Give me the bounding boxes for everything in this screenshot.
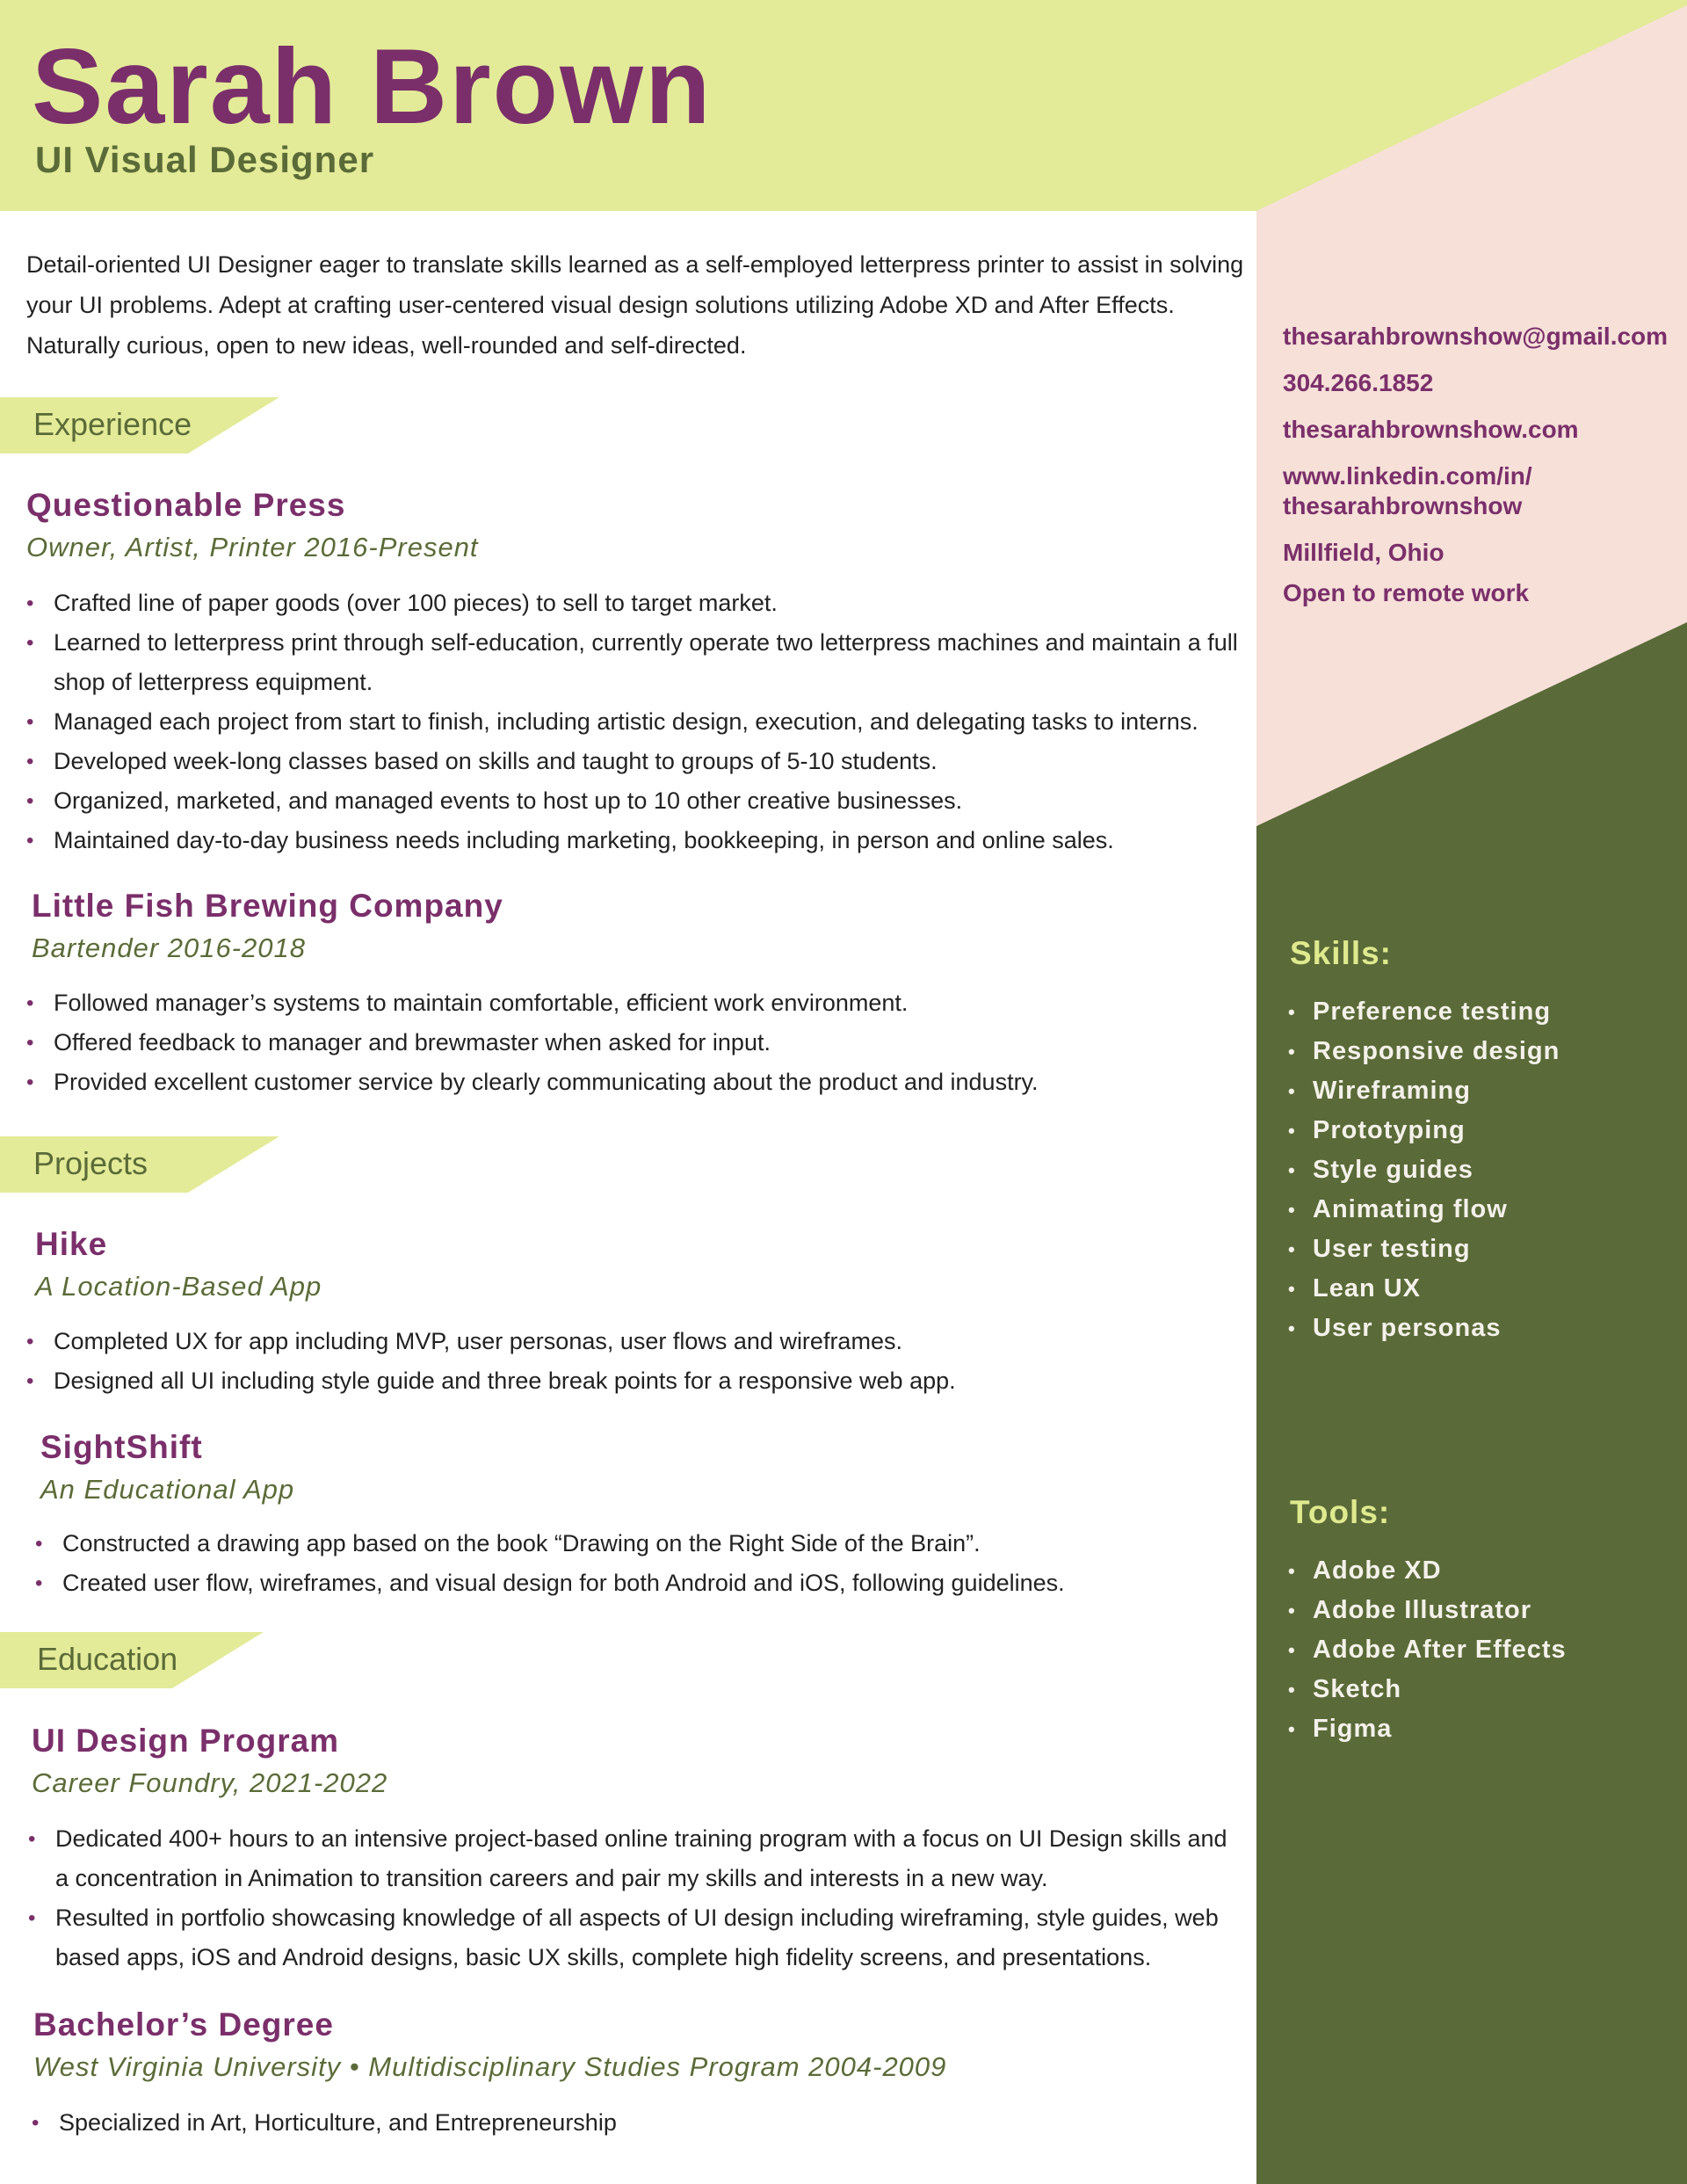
list-item: • Developed week-long classes based on skills and taught to groups of 5-10 students. — [26, 742, 1256, 781]
education-bullets — [28, 1819, 1241, 1977]
list-item: • Created user flow, wireframes, and visual design for both Android and iOS, following guidelines. — [35, 1564, 1256, 1603]
list-item: • Dedicated 400+ hours to an intensive project-based online training program with a focus on UI Design skills and a concentration in Animation to transition careers and pair my skills and interests in a new way. — [28, 1819, 1241, 1898]
email-link[interactable]: thesarahbrownshow@gmail.com — [1283, 323, 1669, 350]
project-bullets — [26, 1322, 1256, 1401]
linkedin-link-line2[interactable]: thesarahbrownshow — [1283, 492, 1523, 519]
list-item: • Managed each project from start to finish, including artistic design, execution, and delegating tasks to interns. — [26, 702, 1256, 742]
list-item: • User personas — [1288, 1309, 1560, 1348]
list-item: • Sketch — [1288, 1670, 1567, 1709]
location: Millfield, Ohio — [1283, 539, 1444, 566]
job-bullets — [26, 983, 1256, 1102]
job-bullets — [26, 584, 1256, 860]
list-item: • Lean UX — [1288, 1269, 1560, 1309]
list-item: • User testing — [1288, 1230, 1560, 1269]
list-item: • Figma — [1288, 1709, 1567, 1749]
section-label-text: Education — [37, 1641, 178, 1677]
list-item: • Style guides — [1288, 1150, 1560, 1190]
summary-paragraph: Detail-oriented UI Designer eager to translate skills learned as a self-employed letterpress printer to assist in solving your UI problems. Adept at crafting user-centered visual design solutions utilizing Adobe XD and After Effects. Naturally curious, open to new ideas, well-rounded and self-directed. — [26, 251, 1244, 359]
project-bullets — [35, 1524, 1256, 1603]
job-org: Little Fish Brewing Company — [32, 888, 503, 924]
education-subtitle: West Virginia University • Multidisciplinary Studies Program 2004-2009 — [33, 2051, 947, 2082]
list-item: • Completed UX for app including MVP, user personas, user flows and wireframes. — [26, 1322, 1256, 1361]
list-item: • Followed manager’s systems to maintain comfortable, efficient work environment. — [26, 983, 1256, 1023]
list-item: • Adobe Illustrator — [1288, 1591, 1567, 1630]
job-org: Questionable Press — [26, 487, 346, 523]
list-item: • Wireframing — [1288, 1071, 1560, 1111]
project-name: Hike — [35, 1226, 108, 1262]
list-item: • Learned to letterpress print through self-education, currently operate two letterpress machines and maintain a full shop of letterpress equipment. — [26, 623, 1256, 702]
list-item: • Adobe XD — [1288, 1551, 1567, 1591]
project-subtitle: A Location-Based App — [35, 1271, 322, 1302]
tools-list — [1288, 1551, 1567, 1749]
list-item: • Resulted in portfolio showcasing knowledge of all aspects of UI design including wireframing, style guides, web based apps, iOS and Android designs, basic UX skills, complete high fidelity screens, and presentations. — [28, 1898, 1241, 1977]
list-item: • Specialized in Art, Horticulture, and Entrepreneurship — [32, 2103, 1244, 2143]
contact-block — [1283, 322, 1687, 608]
list-item: • Designed all UI including style guide and three break points for a responsive web app. — [26, 1361, 1256, 1401]
candidate-title: UI Visual Designer — [35, 139, 375, 180]
list-item: • Preference testing — [1288, 992, 1560, 1032]
education-name: UI Design Program — [32, 1723, 340, 1759]
tools-heading: Tools: — [1290, 1494, 1391, 1530]
skills-heading: Skills: — [1290, 935, 1392, 971]
education-subtitle: Career Foundry, 2021-2022 — [32, 1767, 388, 1798]
list-item: • Responsive design — [1288, 1032, 1560, 1071]
job-role: Bartender 2016-2018 — [32, 932, 307, 963]
education-name: Bachelor’s Degree — [33, 2006, 334, 2043]
list-item: • Animating flow — [1288, 1190, 1560, 1230]
website-link[interactable]: thesarahbrownshow.com — [1283, 416, 1579, 443]
list-item: • Offered feedback to manager and brewmaster when asked for input. — [26, 1023, 1256, 1063]
skills-list — [1288, 992, 1560, 1348]
project-subtitle: An Educational App — [40, 1474, 295, 1505]
sidebar-olive-panel — [1256, 622, 1687, 2184]
section-label-text: Experience — [33, 406, 192, 442]
list-item: • Provided excellent customer service by clearly communicating about the product and industry. — [26, 1063, 1256, 1102]
linkedin-link-line1[interactable]: www.linkedin.com/in/ — [1283, 462, 1532, 490]
list-item: • Adobe After Effects — [1288, 1630, 1567, 1670]
list-item: • Crafted line of paper goods (over 100 pieces) to sell to target market. — [26, 584, 1256, 623]
candidate-name: Sarah Brown — [32, 26, 713, 146]
list-item: • Maintained day-to-day business needs including marketing, bookkeeping, in person and online sales. — [26, 821, 1256, 860]
remote-note: Open to remote work — [1283, 579, 1530, 606]
section-label-text: Projects — [33, 1145, 148, 1181]
phone-number[interactable]: 304.266.1852 — [1283, 369, 1434, 396]
list-item: • Organized, marketed, and managed events to host up to 10 other creative businesses. — [26, 781, 1256, 821]
education-bullets — [32, 2103, 1244, 2143]
job-role: Owner, Artist, Printer 2016-Present — [26, 532, 479, 562]
list-item: • Prototyping — [1288, 1111, 1560, 1150]
list-item: • Constructed a drawing app based on the book “Drawing on the Right Side of the Brain”. — [35, 1524, 1256, 1564]
project-name: SightShift — [40, 1429, 203, 1465]
